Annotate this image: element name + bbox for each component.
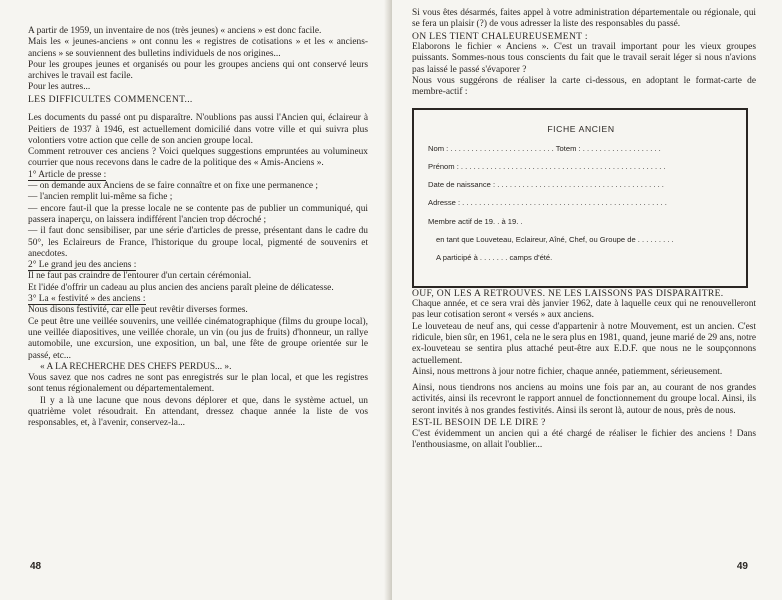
card-title: FICHE ANCIEN bbox=[547, 123, 615, 134]
paragraph: Ainsi, nous tiendrons nos anciens au moins une fois par an, au courant de nos grandes activités, ainsi ils recevront le rapport annuel de fonctionnement du groupe local. Ainsi, ils seront invités à nos grandes festivités. Ainsi ils seront là, autour de nous, près de nous. bbox=[412, 383, 756, 416]
section-heading: OUF, ON LES A RETROUVES. NE LES LAISSONS PAS DISPARAITRE. bbox=[412, 287, 724, 299]
paragraph: Vous savez que nos cadres ne sont pas enregistrés sur le plan local, et que les registres sont tenus régionalement ou départementalement. bbox=[28, 373, 368, 395]
paragraph: Nous disons festivité, car elle peut revêtir diverses formes. bbox=[28, 305, 248, 316]
right-page bbox=[392, 0, 782, 600]
card-field-address: Adresse : . . . . . . . . . . . . . . . . . . . . . . . . . . . . . . . . . . . . . . . . . . . . . . . . . bbox=[428, 198, 667, 208]
subheading-press bbox=[28, 170, 368, 181]
paragraph: Les documents du passé ont pu disparaître. N'oublions pas aussi l'Ancien qui, éclaireur à Peitiers de 1937 à 1946, est actuellement domicilié dans votre ville et qui suivra plus volontiers votre action que celle de son ancien groupe local. bbox=[28, 113, 368, 146]
page-number: 48 bbox=[30, 561, 42, 572]
paragraph: Et l'idée d'offrir un cadeau au plus ancien des anciens paraît pleine de délicatesse. bbox=[28, 282, 334, 293]
section-heading: ON LES TIENT CHALEUREUSEMENT : bbox=[412, 30, 588, 42]
paragraph: Le louveteau de neuf ans, qui cesse d'appartenir à notre Mouvement, est un ancien. C'est ridicule, bien sûr, en 1961, cela ne le sera plus en 1981, quand, jeune marié de 29 ans, notre ex-louveteau se sentira plus attaché peut-être aux E.D.F. que nous ne le soupçonnons actuellement. bbox=[412, 321, 756, 366]
paragraph: Pour les groupes jeunes et organisés ou pour les groupes anciens qui ont conservé leurs archives le travail est facile. bbox=[28, 59, 368, 82]
card-field-name: Nom : . . . . . . . . . . . . . . . . . . . . . . . . . Totem : . . . . . . . . . . . . . . . . . . . bbox=[428, 143, 661, 153]
subheading-festivity bbox=[28, 294, 368, 305]
paragraph: A partir de 1959, un inventaire de nos (très jeunes) « anciens » est donc facile. bbox=[28, 26, 322, 36]
card-field-birthdate: Date de naissance : . . . . . . . . . . . . . . . . . . . . . . . . . . . . . . . . . . . . . . . . bbox=[428, 180, 664, 190]
paragraph: Si vous êtes désarmés, faites appel à votre administration départementale ou régionale, qui se fera un plaisir (?) de vous adresser la liste des responsables du passé. bbox=[412, 8, 756, 30]
paragraph: Il ne faut pas craindre de l'entourer d'un certain cérémonial. bbox=[28, 271, 252, 282]
card-field-camps: A participé à . . . . . . . camps d'été. bbox=[436, 253, 553, 263]
fiche-ancien-card bbox=[412, 108, 748, 288]
list-item: — encore faut-il que la presse locale ne se contente pas de publier un communiqué, qui passera inaperçu, on laissera indifférent l'ancien trop décroché ; bbox=[28, 203, 368, 225]
list-item: — il faut donc sensibiliser, par une série d'articles de presse, présentant dans le cadre du 50°, les Eclaireurs de France, l'historique du groupe local, pigmenté de souvenirs et anecdotes. bbox=[28, 226, 368, 259]
paragraph: Pour les autres... bbox=[28, 82, 91, 93]
section-heading: EST-IL BESOIN DE LE DIRE ? bbox=[412, 417, 546, 429]
subheading-text: 2° Le grand jeu des anciens : bbox=[28, 260, 137, 271]
paragraph: Ainsi, nous mettrons à jour notre fichier, chaque année, patiemment, sérieusement. bbox=[412, 366, 723, 377]
paragraph: Mais les « jeunes-anciens » ont connu les « registres de cotisations » et les « anciens-anciens » se souviennent des bulletins individuels de nos origines... bbox=[28, 37, 368, 59]
paragraph: Nous vous suggérons de réaliser la carte ci-dessous, en adoptant le format-carte de membre-actif : bbox=[412, 75, 756, 98]
list-item: — l'ancien remplit lui-même sa fiche ; bbox=[28, 192, 173, 203]
subheading-game bbox=[28, 260, 368, 271]
paragraph: Il y a là une lacune que nous devons déplorer et que, dans le système actuel, un quatrième volet résoudrait. En attendant, dressez chaque année la liste de vos responsables, et, à l'avenir, conservez-la... bbox=[28, 395, 368, 429]
paragraph-quote: « A LA RECHERCHE DES CHEFS PERDUS... ». bbox=[40, 361, 232, 372]
paragraph: Elaborons le fichier « Anciens ». C'est un travail important pour les vieux groupes puissants. Sommes-nous tous conscients du fait que le travail serait léger si nous n'avions pas laissé le passé s'évaporer ? bbox=[412, 42, 756, 75]
paragraph: Chaque année, et ce sera vrai dès janvier 1962, date à laquelle ceux qui ne renouvelleront pas leur cotisation seront « versés » aux anciens. bbox=[412, 299, 756, 321]
card-field-role: en tant que Louveteau, Eclaireur, Aîné, Chef, ou Groupe de . . . . . . . . . bbox=[436, 235, 674, 245]
paragraph: Ce peut être une veillée souvenirs, une veillée cinématographique (films du groupe local), une veillée diapositives, une veillée chorale, un vin (ou jus de fruits) d'honneur, un rallye automobile, une excursion, une exposition, un bal, une fête de groupe orientée sur le passé, etc... bbox=[28, 316, 368, 361]
section-heading: LES DIFFICULTES COMMENCENT... bbox=[28, 93, 193, 105]
paragraph: Comment retrouver ces anciens ? Voici quelques suggestions empruntées au volumineux courrier que nous recevons dans le cadre de la politique des « Amis-Anciens ». bbox=[28, 147, 368, 169]
list-item: — on demande aux Anciens de se faire connaître et on fixe une permanence ; bbox=[28, 181, 318, 192]
subheading-text: 3° La « festivité » des anciens : bbox=[28, 294, 146, 305]
card-field-membership: Membre actif de 19. . à 19. . bbox=[428, 216, 523, 226]
card-field-firstname: Prénom : . . . . . . . . . . . . . . . . . . . . . . . . . . . . . . . . . . . . . . . . . . . . . . . . . bbox=[428, 161, 666, 171]
page-number: 49 bbox=[736, 561, 748, 572]
subheading-text: 1° Article de presse : bbox=[28, 169, 107, 180]
paragraph: C'est évidemment un ancien qui a été chargé de réaliser le fichier des anciens ! Dans l'enthousiasme, on allait l'oublier... bbox=[412, 428, 756, 450]
left-page bbox=[0, 0, 390, 600]
